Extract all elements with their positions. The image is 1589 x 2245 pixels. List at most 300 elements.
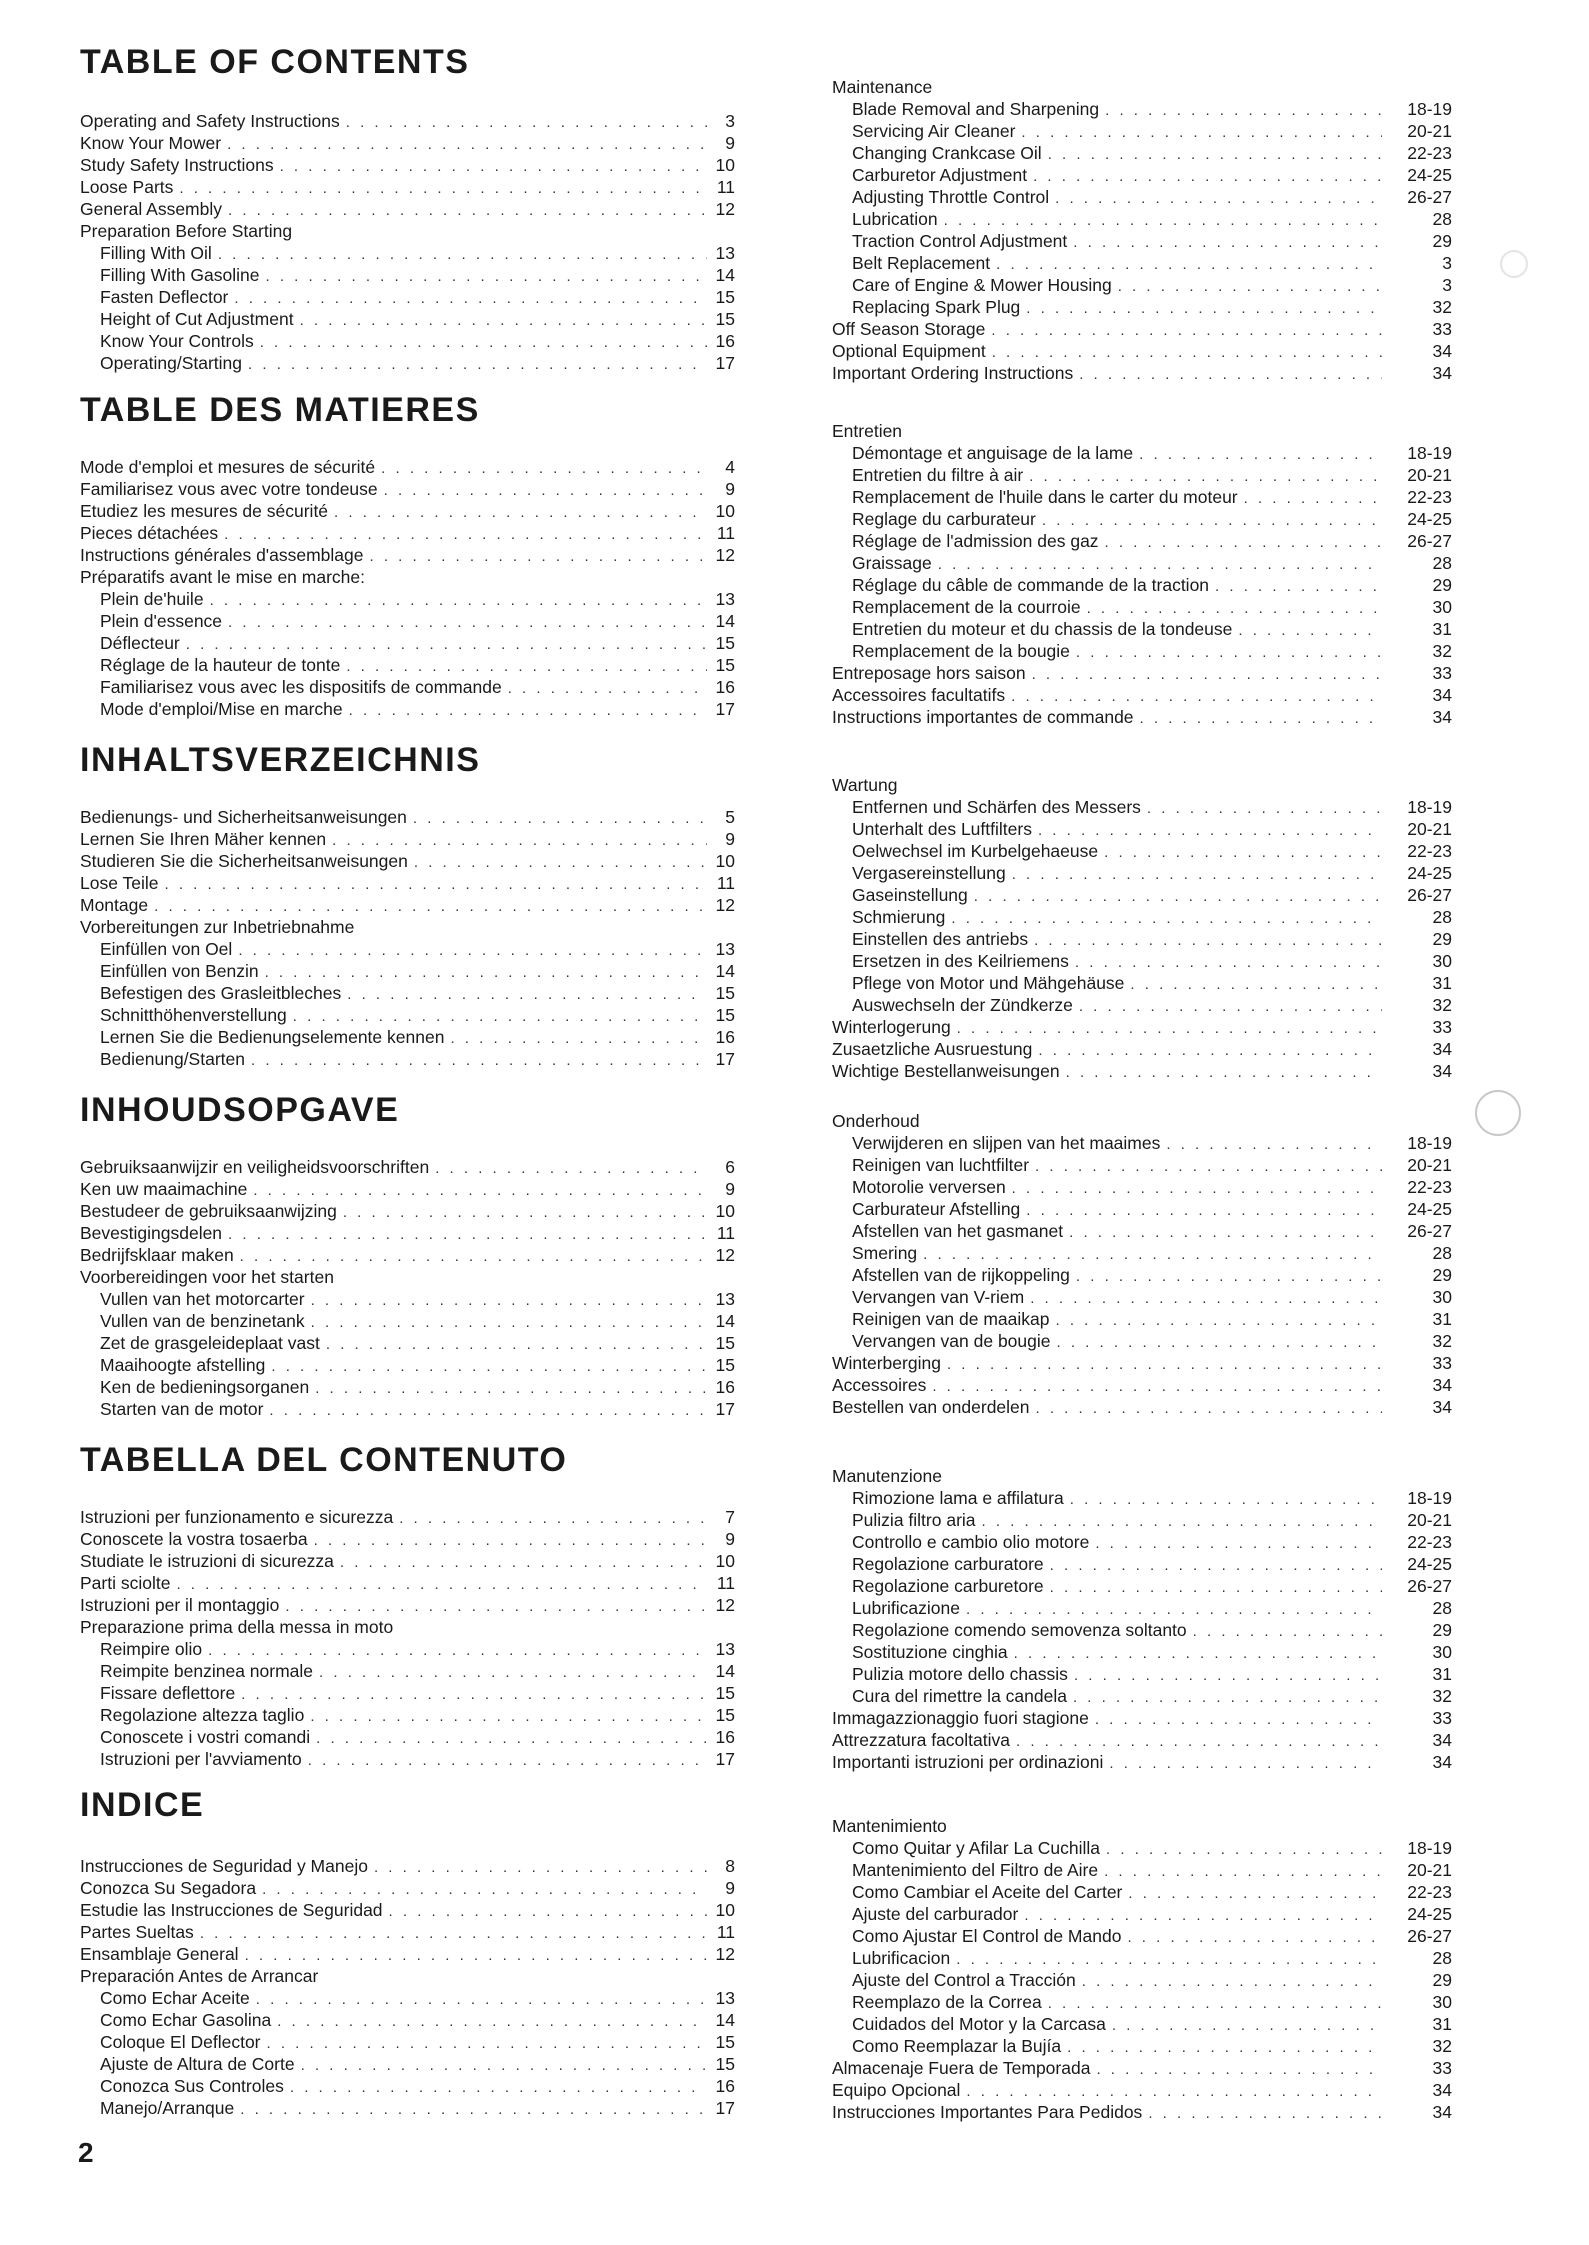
toc-entry — [832, 1308, 1452, 1330]
toc-entry — [832, 1286, 1452, 1308]
entry-page: 29 — [1432, 1620, 1452, 1640]
dot-leader — [200, 1923, 707, 1945]
dot-leader — [1050, 1577, 1382, 1599]
dot-leader — [218, 244, 707, 266]
toc-entry — [832, 362, 1452, 384]
dot-leader — [346, 112, 707, 134]
entry-title: Winterlogerung — [832, 1017, 951, 1037]
section-heading: INHOUDSOPGAVE — [80, 1091, 400, 1129]
toc-entry — [832, 1707, 1452, 1729]
toc-entry — [832, 818, 1452, 840]
entry-page: 16 — [715, 1377, 735, 1397]
entry-title: Filling With Oil — [100, 243, 212, 263]
toc-entry — [80, 938, 735, 960]
dot-leader — [1024, 1905, 1382, 1927]
entry-title: Gaseinstellung — [852, 885, 968, 905]
toc-entry — [832, 662, 1452, 684]
dot-leader — [1036, 1398, 1382, 1420]
dot-leader — [1106, 1839, 1382, 1861]
dot-leader — [253, 1180, 707, 1202]
toc-entry — [80, 2075, 735, 2097]
entry-title: Belt Replacement — [852, 253, 991, 273]
entry-title: Zusaetzliche Ausruestung — [832, 1039, 1033, 1059]
toc-entry — [80, 872, 735, 894]
maintenance-section-german — [832, 774, 1452, 1081]
dot-leader — [450, 1028, 707, 1050]
entry-page: 24-25 — [1407, 1554, 1452, 1574]
entry-page: 9 — [725, 1529, 735, 1549]
entry-title: Como Echar Aceite — [100, 1988, 250, 2008]
toc-entry — [80, 352, 735, 374]
entry-page: 34 — [1432, 2080, 1452, 2100]
entry-title: Como Cambiar el Aceite del Carter — [852, 1882, 1123, 1902]
toc-entry — [832, 1903, 1452, 1925]
entry-title: Mode d'emploi/Mise en marche — [100, 699, 343, 719]
dot-leader — [1238, 620, 1382, 642]
toc-entry — [832, 1575, 1452, 1597]
entry-title: Maaihoogte afstelling — [100, 1355, 266, 1375]
dot-leader — [343, 1202, 707, 1224]
dot-leader — [982, 1511, 1382, 1533]
entry-title: Conozca Su Segadora — [80, 1878, 257, 1898]
toc-entry — [832, 296, 1452, 318]
dot-leader — [938, 554, 1382, 576]
entry-page: 30 — [1432, 597, 1452, 617]
dot-leader — [1079, 996, 1382, 1018]
dot-leader — [1026, 1200, 1382, 1222]
entry-title: Zet de grasgeleideplaat vast — [100, 1333, 320, 1353]
toc-entry — [80, 1572, 735, 1594]
entry-title: Sostituzione cinghia — [852, 1642, 1008, 1662]
entry-title: Know Your Mower — [80, 133, 222, 153]
dot-leader — [301, 2055, 707, 2077]
maintenance-section-english — [832, 76, 1452, 383]
entry-title: Carburateur Afstelling — [852, 1199, 1021, 1219]
entry-title: Pieces détachées — [80, 523, 219, 543]
toc-entry — [832, 1060, 1452, 1082]
entry-page: 11 — [716, 1922, 735, 1942]
entry-title: Familiarisez vous avec les dispositifs de commande — [100, 677, 502, 697]
entry-page: 15 — [715, 1355, 735, 1375]
dot-leader — [1038, 1040, 1382, 1062]
entry-page: 17 — [715, 1749, 735, 1769]
toc-entry — [832, 574, 1452, 596]
toc-entry — [80, 1004, 735, 1026]
entry-page: 15 — [715, 1683, 735, 1703]
entry-page: 29 — [1432, 929, 1452, 949]
entry-title: Einfüllen von Benzin — [100, 961, 259, 981]
entry-page: 14 — [715, 1311, 735, 1331]
toc-entries — [80, 806, 735, 1070]
entry-title: Lose Teile — [80, 873, 159, 893]
entry-title: Attrezzatura facoltativa — [832, 1730, 1010, 1750]
maintenance-entries — [832, 1487, 1452, 1773]
toc-entry — [80, 1550, 735, 1572]
dot-leader — [996, 254, 1382, 276]
entry-page: 11 — [716, 873, 735, 893]
entry-page: 31 — [1432, 619, 1452, 639]
entry-page: 10 — [715, 1551, 735, 1571]
dot-leader — [316, 1728, 707, 1750]
entry-title: Bestudeer de gebruiksaanwijzing — [80, 1201, 337, 1221]
entry-page: 3 — [1442, 253, 1452, 273]
entry-page: 14 — [715, 2010, 735, 2030]
entry-page: 14 — [715, 961, 735, 981]
dot-leader — [1012, 1178, 1382, 1200]
entry-page: 28 — [1432, 1948, 1452, 1968]
entry-title: Ajuste del carburador — [852, 1904, 1019, 1924]
toc-section-italian — [80, 1440, 735, 1769]
entry-title: Mode d'emploi et mesures de sécurité — [80, 457, 376, 477]
toc-entry — [80, 1266, 735, 1288]
dot-leader — [311, 1312, 707, 1334]
entry-page: 20-21 — [1407, 1510, 1452, 1530]
entry-title: Importanti istruzioni per ordinazioni — [832, 1752, 1104, 1772]
entry-title: Operating/Starting — [100, 353, 243, 373]
entry-title: Vullen van het motorcarter — [100, 1289, 305, 1309]
toc-entry — [80, 828, 735, 850]
maintenance-section-dutch — [832, 1110, 1452, 1417]
entry-page: 13 — [715, 939, 735, 959]
toc-entry — [832, 1751, 1452, 1773]
toc-entry — [832, 2101, 1452, 2123]
dot-leader — [186, 634, 707, 656]
dot-leader — [334, 502, 707, 524]
toc-entry — [80, 1704, 735, 1726]
entry-page: 26-27 — [1407, 1576, 1452, 1596]
entry-page: 5 — [725, 807, 735, 827]
entry-title: Vorbereitungen zur Inbetriebnahme — [80, 917, 355, 937]
entry-title: Lernen Sie die Bedienungselemente kennen — [100, 1027, 445, 1047]
toc-entry — [832, 1038, 1452, 1060]
entry-page: 12 — [715, 199, 735, 219]
dot-leader — [228, 1224, 707, 1246]
toc-entry — [80, 676, 735, 698]
entry-page: 13 — [715, 1289, 735, 1309]
entry-title: Preparación Antes de Arrancar — [80, 1966, 319, 1986]
toc-entry — [80, 1332, 735, 1354]
entry-title: Lernen Sie Ihren Mäher kennen — [80, 829, 327, 849]
dot-leader — [1073, 232, 1382, 254]
dot-leader — [1193, 1621, 1382, 1643]
entry-page: 24-25 — [1407, 1904, 1452, 1924]
entry-title: Réglage de la hauteur de tonte — [100, 655, 341, 675]
dot-leader — [1030, 1288, 1382, 1310]
toc-entry — [80, 220, 735, 242]
dot-leader — [349, 700, 707, 722]
dot-leader — [1026, 298, 1382, 320]
entry-page: 34 — [1432, 1061, 1452, 1081]
toc-entry — [832, 486, 1452, 508]
entry-page: 32 — [1432, 641, 1452, 661]
entry-page: 31 — [1432, 1664, 1452, 1684]
toc-entry — [832, 186, 1452, 208]
entry-page: 15 — [715, 983, 735, 1003]
dot-leader — [1057, 1332, 1383, 1354]
toc-entry — [832, 972, 1452, 994]
dot-leader — [179, 178, 707, 200]
dot-leader — [413, 808, 707, 830]
toc-entry — [832, 2013, 1452, 2035]
toc-entry — [832, 1991, 1452, 2013]
entry-title: Regolazione comendo semovenza soltanto — [852, 1620, 1187, 1640]
entry-title: Motorolie verversen — [852, 1177, 1006, 1197]
dot-leader — [269, 1400, 707, 1422]
toc-entry — [80, 1310, 735, 1332]
entry-title: Operating and Safety Instructions — [80, 111, 340, 131]
entry-title: Accessoires — [832, 1375, 927, 1395]
dot-leader — [1105, 532, 1382, 554]
entry-page: 24-25 — [1407, 863, 1452, 883]
dot-leader — [1104, 1861, 1382, 1883]
entry-title: Partes Sueltas — [80, 1922, 194, 1942]
dot-leader — [1139, 444, 1382, 466]
toc-entry — [832, 618, 1452, 640]
toc-entry — [80, 522, 735, 544]
entry-page: 30 — [1432, 1992, 1452, 2012]
entry-title: Lubrificacion — [852, 1948, 951, 1968]
toc-section-french — [80, 390, 735, 719]
entry-title: Manejo/Arranque — [100, 2098, 235, 2118]
toc-entry — [832, 120, 1452, 142]
toc-entry — [832, 1154, 1452, 1176]
toc-entry — [80, 1222, 735, 1244]
entry-page: 26-27 — [1407, 885, 1452, 905]
toc-entry — [832, 230, 1452, 252]
toc-entry — [80, 1748, 735, 1770]
dot-leader — [240, 2099, 707, 2121]
dot-leader — [1109, 1753, 1382, 1775]
entry-page: 26-27 — [1407, 1221, 1452, 1241]
toc-entry — [832, 1242, 1452, 1264]
entry-page: 17 — [715, 699, 735, 719]
dot-leader — [228, 612, 707, 634]
toc-entry — [80, 1877, 735, 1899]
entry-title: Pulizia motore dello chassis — [852, 1664, 1068, 1684]
entry-page: 16 — [715, 1727, 735, 1747]
entry-title: Conoscete i vostri comandi — [100, 1727, 311, 1747]
entry-page: 22-23 — [1407, 487, 1452, 507]
entry-page: 33 — [1432, 1708, 1452, 1728]
toc-entry — [80, 110, 735, 132]
dot-leader — [228, 200, 707, 222]
dot-leader — [311, 1290, 707, 1312]
entry-title: Instructions générales d'assemblage — [80, 545, 364, 565]
entry-title: Filling With Gasoline — [100, 265, 260, 285]
entry-page: 13 — [715, 1988, 735, 2008]
entry-title: Adjusting Throttle Control — [852, 187, 1050, 207]
dot-leader — [1104, 842, 1382, 864]
toc-entry — [80, 1616, 735, 1638]
entry-page: 16 — [715, 1027, 735, 1047]
entry-title: Montage — [80, 895, 149, 915]
entry-page: 34 — [1432, 363, 1452, 383]
toc-entry — [832, 1016, 1452, 1038]
entry-page: 22-23 — [1407, 1532, 1452, 1552]
dot-leader — [1014, 1643, 1382, 1665]
toc-entry — [80, 154, 735, 176]
dot-leader — [974, 886, 1382, 908]
entry-page: 15 — [715, 287, 735, 307]
toc-entry — [832, 906, 1452, 928]
dot-leader — [381, 458, 707, 480]
entry-title: Pulizia filtro aria — [852, 1510, 976, 1530]
dot-leader — [290, 2077, 707, 2099]
toc-entry — [832, 252, 1452, 274]
toc-entry — [80, 960, 735, 982]
dot-leader — [280, 156, 707, 178]
toc-entry — [80, 1899, 735, 1921]
entry-title: Como Ajustar El Control de Mando — [852, 1926, 1122, 1946]
entry-title: Important Ordering Instructions — [832, 363, 1074, 383]
entry-page: 3 — [725, 111, 735, 131]
entry-page: 32 — [1432, 2036, 1452, 2056]
dot-leader — [1074, 1665, 1382, 1687]
entry-title: Conozca Sus Controles — [100, 2076, 284, 2096]
entry-page: 34 — [1432, 685, 1452, 705]
toc-entry — [80, 806, 735, 828]
toc-entry — [80, 850, 735, 872]
dot-leader — [1079, 364, 1382, 386]
entry-title: Ken de bedieningsorganen — [100, 1377, 310, 1397]
dot-leader — [314, 1530, 707, 1552]
entry-page: 13 — [715, 1639, 735, 1659]
entry-title: Rimozione lama e affilatura — [852, 1488, 1064, 1508]
dot-leader — [966, 2081, 1382, 2103]
toc-entry — [80, 1987, 735, 2009]
entry-title: Lubrificazione — [852, 1598, 960, 1618]
dot-leader — [951, 908, 1382, 930]
entry-title: Istruzioni per funzionamento e sicurezza — [80, 1507, 394, 1527]
entry-page: 33 — [1432, 319, 1452, 339]
dot-leader — [947, 1354, 1382, 1376]
entry-page: 29 — [1432, 1265, 1452, 1285]
toc-entry — [832, 840, 1452, 862]
toc-entry — [832, 530, 1452, 552]
toc-entry — [80, 500, 735, 522]
toc-entry — [832, 994, 1452, 1016]
entry-title: Gebruiksaanwijzir en veiligheidsvoorschriften — [80, 1157, 430, 1177]
toc-entry — [80, 1528, 735, 1550]
toc-entry — [80, 456, 735, 478]
entry-title: Einfüllen von Oel — [100, 939, 233, 959]
entry-page: 10 — [715, 501, 735, 521]
entry-page: 12 — [715, 545, 735, 565]
entry-title: Winterberging — [832, 1353, 941, 1373]
entry-title: Changing Crankcase Oil — [852, 143, 1042, 163]
entry-page: 11 — [716, 177, 735, 197]
toc-entry — [832, 1396, 1452, 1418]
entry-page: 33 — [1432, 2058, 1452, 2078]
dot-leader — [347, 984, 707, 1006]
entry-title: Auswechseln der Zündkerze — [852, 995, 1073, 1015]
entry-page: 11 — [716, 1573, 735, 1593]
dot-leader — [508, 678, 707, 700]
entry-title: Instructions importantes de commande — [832, 707, 1134, 727]
entry-page: 10 — [715, 155, 735, 175]
entry-title: Remplacement de la courroie — [852, 597, 1081, 617]
toc-entry — [80, 478, 735, 500]
toc-entry — [832, 1374, 1452, 1396]
entry-title: Wichtige Bestellanweisungen — [832, 1061, 1060, 1081]
toc-entry — [80, 1354, 735, 1376]
dot-leader — [1127, 1927, 1382, 1949]
dot-leader — [414, 852, 707, 874]
entry-page: 20-21 — [1407, 819, 1452, 839]
entry-page: 4 — [725, 457, 735, 477]
entry-page: 14 — [715, 1661, 735, 1681]
dot-leader — [389, 1901, 707, 1923]
entry-title: Equipo Opcional — [832, 2080, 961, 2100]
toc-entry — [832, 2057, 1452, 2079]
entry-title: Carburetor Adjustment — [852, 165, 1028, 185]
entry-page: 16 — [715, 677, 735, 697]
toc-entry — [832, 1663, 1452, 1685]
entry-page: 18-19 — [1407, 1838, 1452, 1858]
entry-title: Optional Equipment — [832, 341, 986, 361]
entry-page: 3 — [1442, 275, 1452, 295]
entry-title: Ken uw maaimachine — [80, 1179, 248, 1199]
entry-page: 26-27 — [1407, 187, 1452, 207]
binder-hole-mark — [1500, 250, 1528, 278]
dot-leader — [1118, 276, 1382, 298]
entry-title: Familiarisez vous avec votre tondeuse — [80, 479, 378, 499]
toc-entry — [80, 894, 735, 916]
entry-page: 15 — [715, 655, 735, 675]
entry-title: Almacenaje Fuera de Temporada — [832, 2058, 1091, 2078]
dot-leader — [293, 1006, 707, 1028]
toc-entry — [80, 1594, 735, 1616]
toc-entry — [832, 1330, 1452, 1352]
entry-title: Instrucciones de Seguridad y Manejo — [80, 1856, 368, 1876]
entry-title: Réglage du câble de commande de la traction — [852, 575, 1210, 595]
entry-title: Instrucciones Importantes Para Pedidos — [832, 2102, 1143, 2122]
toc-entry — [832, 1531, 1452, 1553]
dot-leader — [1035, 1156, 1382, 1178]
toc-entry — [80, 566, 735, 588]
entry-title: Reemplazo de la Correa — [852, 1992, 1042, 2012]
dot-leader — [1096, 2059, 1382, 2081]
entry-page: 18-19 — [1407, 443, 1452, 463]
dot-leader — [265, 962, 707, 984]
entry-title: Parti sciolte — [80, 1573, 171, 1593]
dot-leader — [1011, 686, 1382, 708]
entry-page: 10 — [715, 1900, 735, 1920]
toc-entry — [80, 654, 735, 676]
dot-leader — [1140, 708, 1382, 730]
entry-title: Istruzioni per il montaggio — [80, 1595, 280, 1615]
entry-title: Preparazione prima della messa in moto — [80, 1617, 394, 1637]
dot-leader — [332, 830, 707, 852]
entry-title: Studieren Sie die Sicherheitsanweisungen — [80, 851, 408, 871]
entry-title: Bedrijfsklaar maken — [80, 1245, 234, 1265]
section-title: Mantenimiento — [832, 1816, 947, 1836]
entry-page: 20-21 — [1407, 1155, 1452, 1175]
section-title: Manutenzione — [832, 1466, 942, 1486]
toc-entry — [832, 1553, 1452, 1575]
entry-title: Mantenimiento del Filtro de Aire — [852, 1860, 1099, 1880]
page-number: 2 — [78, 2137, 94, 2168]
toc-entry — [832, 1881, 1452, 1903]
entry-title: Off Season Storage — [832, 319, 986, 339]
entry-page: 17 — [715, 1399, 735, 1419]
entry-page: 10 — [715, 1201, 735, 1221]
entry-title: Bevestigingsdelen — [80, 1223, 223, 1243]
dot-leader — [384, 480, 707, 502]
toc-entry — [832, 2079, 1452, 2101]
toc-entry — [832, 1729, 1452, 1751]
section-heading: TABLE DES MATIERES — [80, 391, 480, 429]
